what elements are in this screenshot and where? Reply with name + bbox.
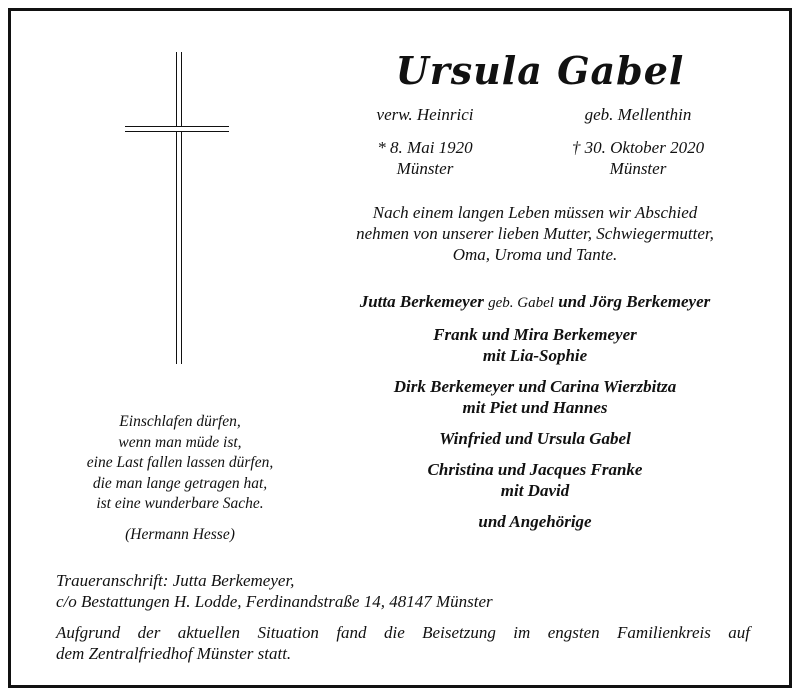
mourner-name: Jutta Berkemeyer	[359, 292, 484, 311]
poem-line: Einschlafen dürfen,	[119, 413, 241, 430]
intro-line: Oma, Uroma und Tante.	[452, 245, 618, 264]
intro-text	[300, 202, 770, 265]
mourner-group	[300, 511, 770, 532]
cross-vertical-beam	[176, 52, 182, 364]
mourner-birth-name: geb. Gabel	[488, 295, 554, 311]
mourner-group	[300, 291, 770, 314]
mourner-children: mit Piet und Hannes	[462, 398, 608, 417]
mourner-children: mit David	[500, 481, 570, 500]
burial-notice	[56, 622, 750, 664]
widowed-name: verw. Heinrici	[376, 105, 474, 124]
mourner-children: mit Lia-Sophie	[482, 346, 588, 365]
mourner-name: Winfried und Ursula Gabel	[439, 429, 631, 448]
intro-line: nehmen von unserer lieben Mutter, Schwiegermutter,	[356, 224, 714, 243]
poem	[50, 412, 310, 545]
death-place: Münster	[609, 159, 667, 178]
notice-line: dem Zentralfriedhof Münster statt.	[56, 644, 292, 663]
deceased-name: Ursula Gabel	[395, 48, 685, 93]
mourner-group	[300, 459, 770, 501]
mourners-list	[300, 291, 770, 542]
address-line: c/o Bestattungen H. Lodde, Ferdinandstraße 14, 48147 Münster	[56, 592, 493, 611]
poem-author: (Hermann Hesse)	[125, 525, 235, 543]
notice-line: Aufgrund der aktuellen Situation fand die Beisetzung im engsten Familienkreis auf	[56, 623, 750, 642]
poem-line: die man lange getragen hat,	[92, 474, 268, 492]
poem-line: wenn man müde ist,	[118, 433, 242, 451]
intro-line: Nach einem langen Leben müssen wir Abschied	[372, 203, 698, 222]
birth-name: geb. Mellenthin	[584, 105, 692, 124]
mourner-name: Christina und Jacques Franke	[427, 460, 643, 479]
mourner-group	[300, 428, 770, 449]
birth-date: * 8. Mai 1920	[377, 138, 473, 157]
mourner-group	[300, 324, 770, 366]
mourning-address	[56, 570, 756, 612]
death-date: † 30. Oktober 2020	[571, 138, 705, 157]
birth-place: Münster	[396, 159, 454, 178]
poem-line: ist eine wunderbare Sache.	[96, 495, 264, 512]
mourner-name: und Jörg Berkemeyer	[558, 292, 711, 311]
mourner-name: Dirk Berkemeyer und Carina Wierzbitza	[393, 377, 677, 396]
mourner-relatives: und Angehörige	[478, 512, 592, 531]
poem-line: eine Last fallen lassen dürfen,	[86, 454, 274, 471]
mourner-group	[300, 376, 770, 418]
mourner-name: Frank und Mira Berkemeyer	[433, 325, 637, 344]
address-line: Traueranschrift: Jutta Berkemeyer,	[56, 571, 295, 590]
